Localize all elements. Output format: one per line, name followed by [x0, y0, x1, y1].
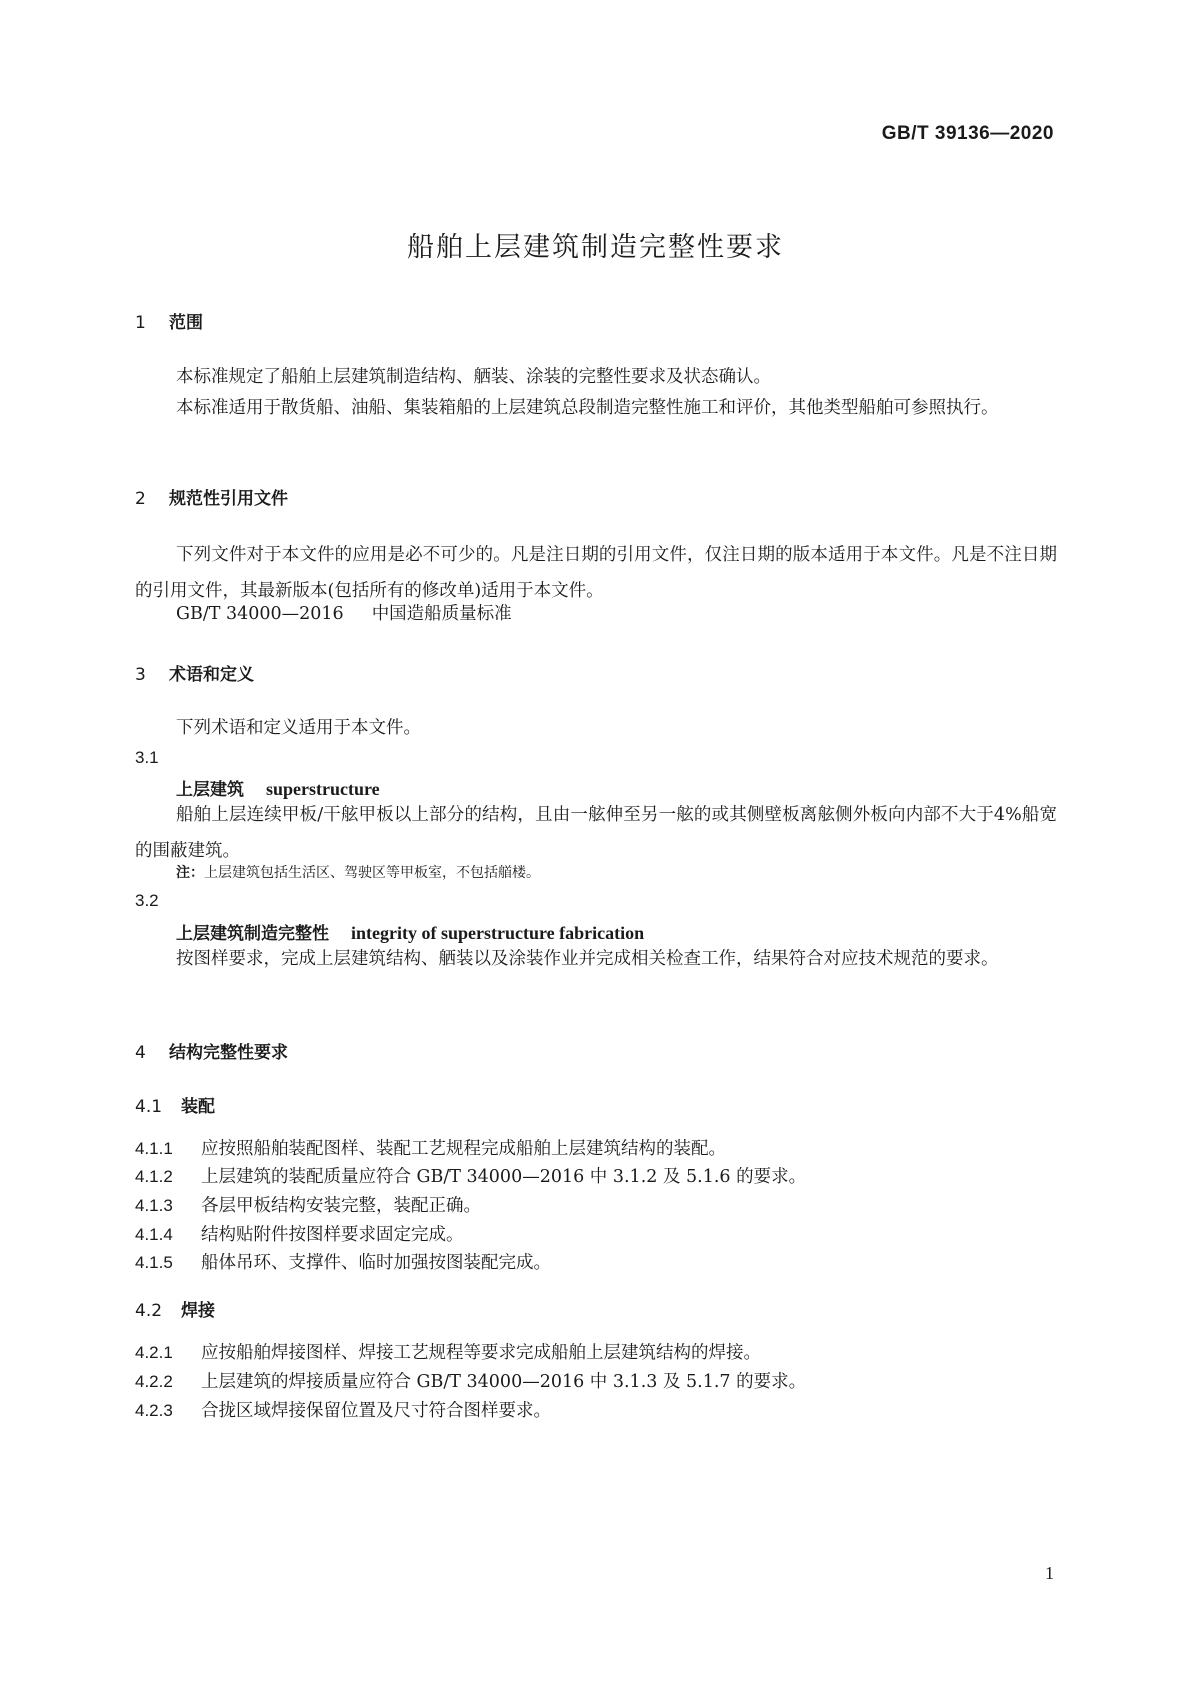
page-number: 1	[1045, 1563, 1054, 1583]
term-chinese: 上层建筑制造完整性	[176, 924, 329, 944]
term-english: superstructure	[266, 779, 380, 799]
term-3-2-definition: 按图样要求，完成上层建筑结构、舾装以及涂装作业并完成相关检查工作，结果符合对应技术规范的要求。	[176, 949, 999, 969]
clause-4-1-4	[135, 1221, 464, 1246]
clause-number: 4.1.4	[135, 1225, 173, 1244]
clause-number: 4.1.2	[135, 1167, 173, 1186]
note-text: 上层建筑包括生活区、驾驶区等甲板室，不包括艏楼。	[204, 865, 540, 881]
clause-4-1-5	[135, 1249, 551, 1274]
section-number: 3	[135, 665, 146, 685]
clause-text: 应按船舶焊接图样、焊接工艺规程等要求完成船舶上层建筑结构的焊接。	[201, 1343, 761, 1363]
subsection-4-1-heading	[135, 1092, 215, 1117]
standard-code: GB/T 39136—2020	[881, 123, 1054, 144]
section-number: 4.2	[135, 1301, 163, 1321]
term-3-1-note	[176, 862, 540, 882]
section-title: 装配	[181, 1097, 215, 1117]
term-3-2-number: 3.2	[135, 891, 159, 910]
clause-text: 应按照船舶装配图样、装配工艺规程完成船舶上层建筑结构的装配。	[201, 1139, 726, 1159]
clause-number: 4.2.1	[135, 1343, 173, 1362]
term-english: integrity of superstructure fabrication	[351, 923, 645, 943]
clause-number: 4.1.1	[135, 1139, 173, 1158]
section-title: 术语和定义	[169, 665, 254, 685]
section-title: 焊接	[181, 1301, 215, 1321]
term-3-1-number: 3.1	[135, 748, 159, 767]
section-1-heading	[135, 308, 203, 333]
clause-number: 4.1.5	[135, 1253, 173, 1272]
document-title: 船舶上层建筑制造完整性要求	[407, 232, 784, 263]
clause-text: 上层建筑的焊接质量应符合 GB/T 34000—2016 中 3.1.3 及 5.1.7 的要求。	[201, 1372, 807, 1392]
clause-text: 合拢区域焊接保留位置及尺寸符合图样要求。	[201, 1401, 551, 1421]
section-title: 结构完整性要求	[169, 1043, 288, 1063]
section-number: 1	[135, 313, 146, 333]
term-3-1-definition: 船舶上层连续甲板/干舷甲板以上部分的结构，且由一舷伸至另一舷的或其侧壁板离舷侧外板向内部不大于4%船宽的围蔽建筑。	[135, 805, 1057, 861]
clause-4-2-1	[135, 1339, 761, 1364]
clause-4-2-3	[135, 1397, 551, 1422]
clause-number: 4.2.3	[135, 1401, 173, 1420]
section-2-heading	[135, 484, 288, 509]
term-chinese: 上层建筑	[176, 780, 244, 800]
clause-4-1-1	[135, 1135, 726, 1160]
note-label: 注：	[176, 865, 204, 881]
clause-number: 4.1.3	[135, 1196, 173, 1215]
section-number: 4.1	[135, 1097, 163, 1117]
section-1-paragraph-1: 本标准规定了船舶上层建筑制造结构、舾装、涂装的完整性要求及状态确认。	[176, 367, 771, 387]
clause-4-2-2	[135, 1368, 806, 1393]
section-number: 2	[135, 489, 146, 509]
section-2-paragraph-1: 下列文件对于本文件的应用是必不可少的。凡是注日期的引用文件，仅注日期的版本适用于本文件。凡是不注日期的引用文件，其最新版本(包括所有的修改单)适用于本文件。	[135, 545, 1057, 601]
normative-reference	[176, 600, 512, 625]
section-title: 范围	[169, 313, 203, 333]
clause-text: 结构贴附件按图样要求固定完成。	[201, 1225, 464, 1245]
clause-4-1-2	[135, 1163, 806, 1188]
section-title: 规范性引用文件	[169, 489, 288, 509]
reference-title: 中国造船质量标准	[371, 604, 512, 624]
section-4-heading	[135, 1038, 288, 1063]
clause-number: 4.2.2	[135, 1372, 173, 1391]
section-3-heading	[135, 660, 254, 685]
clause-4-1-3	[135, 1192, 481, 1217]
section-3-intro: 下列术语和定义适用于本文件。	[176, 718, 421, 738]
clause-text: 各层甲板结构安装完整，装配正确。	[201, 1196, 481, 1216]
subsection-4-2-heading	[135, 1296, 215, 1321]
reference-code: GB/T 34000—2016	[176, 604, 344, 624]
section-number: 4	[135, 1043, 146, 1063]
clause-text: 船体吊环、支撑件、临时加强按图装配完成。	[201, 1253, 551, 1273]
section-1-paragraph-2: 本标准适用于散货船、油船、集装箱船的上层建筑总段制造完整性施工和评价，其他类型船舶可参照执行。	[176, 398, 999, 418]
clause-text: 上层建筑的装配质量应符合 GB/T 34000—2016 中 3.1.2 及 5.1.6 的要求。	[201, 1167, 807, 1187]
